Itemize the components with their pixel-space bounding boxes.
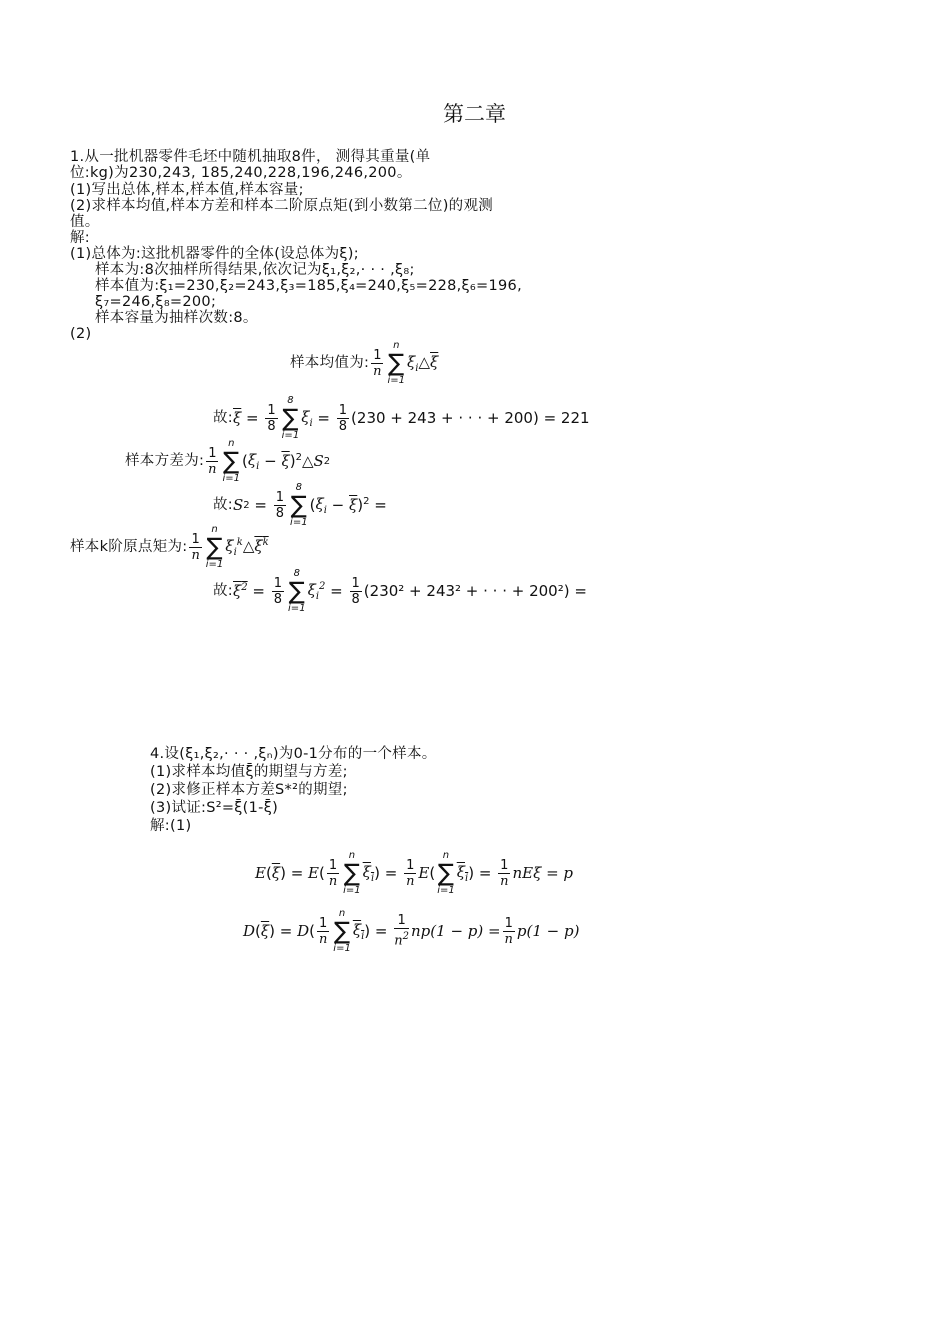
problem4-line3: (2)求修正样本方差S*²的期望;	[150, 782, 348, 798]
part2-label: (2)	[70, 326, 92, 342]
eq-variance-d: D ( $\overline{\xi}$ ) = D ( $\frac{1}{n}$ n ∑ i=1 $\xi_i$ ) = $\frac{1}{n^2}$ np(1 − p) = $\frac{1}{n}$ p(1 − p)	[243, 908, 580, 954]
eq-mean-definition: 样本均值为: $\frac{1}{n}$ n ∑ i=1 $\xi_i\triangle\overline{\xi}$	[290, 340, 439, 386]
eq-var-label: 样本方差为:	[125, 452, 205, 469]
eq-moment-result: (230² + 243² + · · · + 200²) =	[363, 582, 587, 600]
eq-gu2-label: 故:	[213, 496, 233, 513]
eq-mean-label: 样本均值为:	[290, 354, 370, 371]
fraction: $\frac{1}{n}$	[373, 347, 382, 379]
eq-E-result: nEξ = p	[512, 864, 574, 882]
problem1-ans-line2: 样本为:8次抽样所得结果,依次记为ξ₁,ξ₂,· · · ,ξ₈;	[95, 262, 415, 278]
eq-moment-computation: 故: $\xi^2$ = $\frac{1}{8}$ 8 ∑ i=1 $\xi_i^2$ = $\frac{1}{8}$ (230² + 243² + · · · + 200²) =	[213, 568, 587, 614]
eq-moment-label: 样本k阶原点矩为:	[70, 538, 188, 555]
eq-D-mid: np(1 − p) =	[411, 922, 501, 940]
problem1-ans-line1: (1)总体为:这批机器零件的全体(设总体为ξ);	[70, 246, 359, 262]
problem1-line5: 值。	[70, 214, 100, 230]
eq-D-end: p(1 − p)	[516, 922, 580, 940]
eq-gu1-label: 故:	[213, 409, 233, 426]
eq-moment-definition: 样本k阶原点矩为: $\frac{1}{n}$ n ∑ i=1 $\xi_i^k\triangle\xi^k$	[70, 524, 269, 570]
eq-mean-computation: 故: $\overline{\xi}$ = $\frac{1}{8}$ 8 ∑ i=1 $\xi_i$ = $\frac{1}{8}$ (230 + 243 + · · · + 200) = 221	[213, 395, 590, 441]
eq-variance-computation: 故: S 2 = $\frac{1}{8}$ 8 ∑ i=1 ( $\xi_i$ − $\overline{\xi}$ )$^2$ =	[213, 482, 387, 528]
problem4-line1: 4.设(ξ₁,ξ₂,· · · ,ξₙ)为0-1分布的一个样本。	[150, 746, 437, 762]
problem4-line4: (3)试证:S²=ξ̄(1-ξ̄)	[150, 800, 279, 816]
problem1-ans-line3: 样本值为:ξ₁=230,ξ₂=243,ξ₃=185,ξ₄=240,ξ₅=228,ξ₆=196,	[95, 278, 522, 294]
eq-mean-result: (230 + 243 + · · · + 200) = 221	[351, 409, 590, 427]
eq-gu3-label: 故:	[213, 582, 233, 599]
problem1-line3: (1)写出总体,样本,样本值,样本容量;	[70, 182, 304, 198]
problem1-line4: (2)求样本均值,样本方差和样本二阶原点矩(到小数第二位)的观测	[70, 198, 494, 214]
solution-label: 解:	[70, 230, 90, 246]
eq-variance-definition: 样本方差为: $\frac{1}{n}$ n ∑ i=1 ( $\xi_i$ − $\overline{\xi}$ )$^2$△ S 2	[125, 438, 331, 484]
problem1-line2: 位:kg)为230,243, 185,240,228,196,246,200。	[70, 165, 412, 181]
problem4-solution-label: 解:(1)	[150, 818, 192, 834]
page-title: 第二章	[443, 102, 506, 126]
problem1-ans-line5: 样本容量为抽样次数:8。	[95, 310, 258, 326]
problem1-ans-line4: ξ₇=246,ξ₈=200;	[95, 294, 217, 310]
problem4-line2: (1)求样本均值ξ̄的期望与方差;	[150, 764, 348, 780]
summation: n ∑ i=1	[387, 340, 405, 386]
eq-expectation: E ( $\overline{\xi}$ ) = E ( $\frac{1}{n}$ n ∑ i=1 $\xi_i$ ) = $\frac{1}{n}$ E ( n ∑ i=1 $\xi_i$ ) = $\frac{1}{n}$ nEξ = p	[255, 850, 574, 896]
problem1-line1: 1.从一批机器零件毛坯中随机抽取8件， 测得其重量(单	[70, 149, 431, 165]
